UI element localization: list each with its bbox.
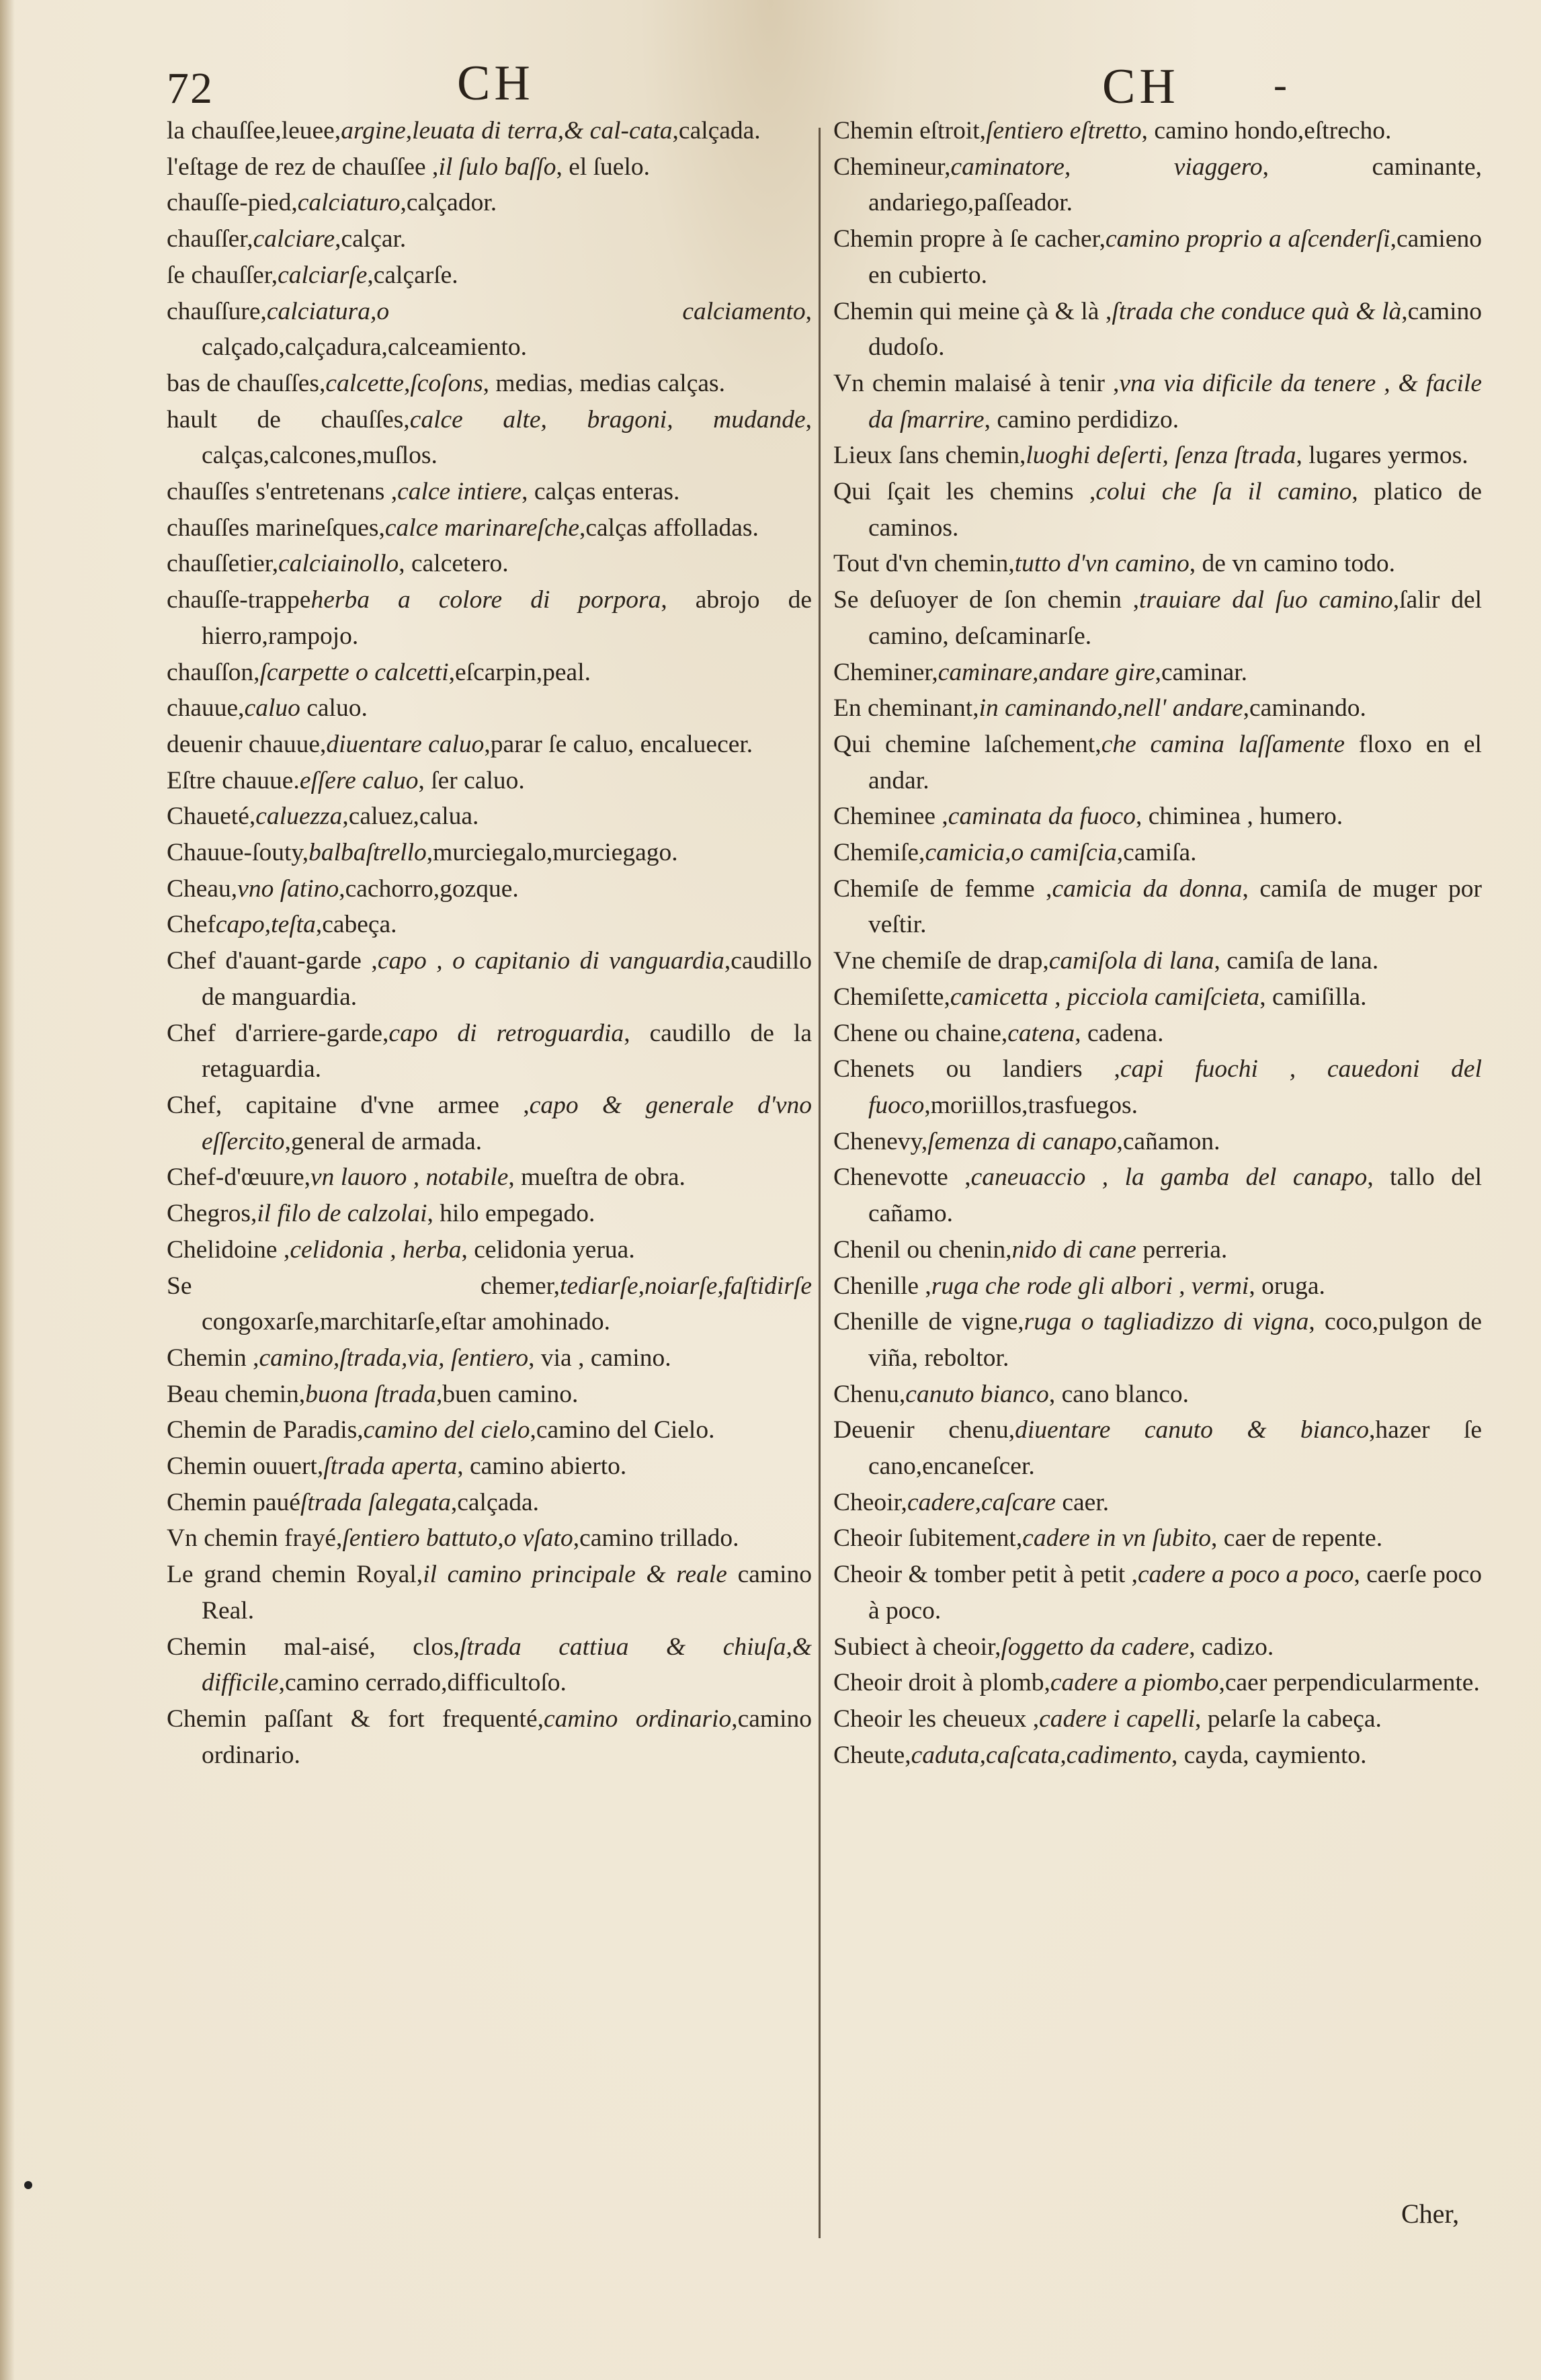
italian-gloss: il ſulo baſſo: [438, 153, 556, 181]
french-headword: Cheute,: [833, 1741, 911, 1769]
spanish-gloss: , cadizo.: [1189, 1633, 1274, 1661]
spanish-gloss: , lugares yermos.: [1296, 442, 1468, 470]
french-headword: Cheoir,: [833, 1488, 907, 1516]
dictionary-entry: [833, 294, 1482, 366]
french-headword: Tout d'vn chemin,: [833, 550, 1015, 578]
spanish-gloss: ,eſcarpin,peal.: [448, 658, 591, 686]
dictionary-entry: [833, 1557, 1482, 1629]
dictionary-entry: [833, 1485, 1482, 1521]
spanish-gloss: ,camino trillado.: [573, 1524, 739, 1553]
spanish-gloss: , camiſa de lana.: [1214, 947, 1379, 975]
catchword: Cher,: [1401, 2199, 1460, 2229]
french-headword: chauſſes marineſques,: [167, 514, 385, 542]
french-headword: bas de chauſſes,: [167, 369, 326, 397]
italian-gloss: diuentare canuto & bianco: [1015, 1416, 1369, 1444]
italian-gloss: balbaſtrello: [308, 839, 427, 867]
spanish-gloss: ,caminando.: [1243, 694, 1366, 723]
italian-gloss: caluo: [244, 694, 300, 723]
spanish-gloss: ,hazer ſe cano,encaneſcer.: [868, 1416, 1483, 1481]
italian-gloss: camino,ſtrada,via, ſentiero: [259, 1344, 529, 1372]
italian-gloss: tutto d'vn camino: [1014, 550, 1190, 578]
french-headword: Chegros,: [167, 1200, 257, 1228]
french-headword: Cheminer,: [833, 658, 938, 686]
dictionary-entry: [167, 366, 812, 402]
french-headword: Chenille de vigne,: [833, 1308, 1024, 1336]
spanish-gloss: ,buen camino.: [436, 1380, 579, 1408]
french-headword: Chemin paſſant & fort frequenté,: [167, 1705, 544, 1733]
spanish-gloss: , camiſa de muger por veſtir.: [868, 874, 1482, 939]
italian-gloss: capi fuochi , cauedoni del fuoco: [868, 1055, 1482, 1119]
spanish-gloss: , pelarſe la cabeça.: [1195, 1705, 1382, 1733]
italian-gloss: cadere a piombo: [1050, 1669, 1219, 1697]
french-headword: Chemiſette,: [833, 983, 950, 1011]
french-headword: Cheoir ſubitement,: [833, 1524, 1023, 1553]
italian-gloss: ſtrada aperta: [323, 1452, 458, 1481]
italian-gloss: cadere,caſcare: [907, 1488, 1056, 1516]
italian-gloss: eſſere caluo: [299, 766, 419, 794]
french-headword: Chef-d'œuure,: [167, 1163, 310, 1192]
italian-gloss: camino proprio a aſcenderſi: [1105, 225, 1390, 253]
italian-gloss: camicia,o camiſcia: [925, 839, 1117, 867]
dictionary-entry: [833, 1232, 1482, 1268]
dictionary-entry: [833, 943, 1482, 979]
spanish-gloss: , camino hondo,eſtrecho.: [1141, 117, 1392, 145]
dictionary-entry: [833, 655, 1482, 691]
dictionary-entry: [167, 1340, 812, 1377]
spanish-gloss: , oruga.: [1249, 1272, 1325, 1300]
spanish-gloss: ,moriillos,trasfuegos.: [924, 1091, 1138, 1119]
spanish-gloss: , via , camino.: [528, 1344, 671, 1372]
spanish-gloss: , de vn camino todo.: [1189, 550, 1395, 578]
italian-gloss: ſemenza di canapo: [927, 1127, 1117, 1155]
spanish-gloss: ,calçador.: [400, 189, 497, 217]
spanish-gloss: camino Real.: [202, 1561, 812, 1625]
italian-gloss: catena: [1007, 1019, 1075, 1047]
french-headword: Chelidoine ,: [167, 1235, 290, 1264]
spanish-gloss: , cadena.: [1075, 1019, 1164, 1047]
dictionary-entry: [167, 763, 812, 799]
french-headword: Chemin ,: [167, 1344, 259, 1372]
spanish-gloss: , calcetero.: [399, 550, 509, 578]
french-headword: Chaueté,: [167, 803, 256, 831]
french-headword: chauſſer,: [167, 225, 253, 253]
spanish-gloss: ,caluez,calua.: [342, 803, 479, 831]
french-headword: Chemin paué: [167, 1488, 300, 1516]
french-headword: Lieux ſans chemin,: [833, 442, 1026, 470]
dictionary-entry: [833, 1701, 1482, 1737]
dictionary-entry: [167, 402, 812, 474]
french-headword: Chef d'arriere-garde,: [167, 1019, 389, 1047]
dictionary-entry: [833, 474, 1482, 546]
french-headword: Qui chemine laſchement,: [833, 730, 1101, 758]
dictionary-entry: [833, 1737, 1482, 1774]
dictionary-entry: [167, 474, 812, 510]
dictionary-entry: [833, 149, 1482, 221]
spanish-gloss: perreria.: [1136, 1235, 1228, 1264]
dictionary-entry: [833, 727, 1482, 798]
french-headword: Chemin eſtroit,: [833, 117, 987, 145]
italian-gloss: caduta,caſcata,cadimento: [911, 1741, 1172, 1769]
spanish-gloss: congoxarſe,marchitarſe,eſtar amohinado.: [202, 1308, 611, 1336]
french-headword: Qui ſçait les chemins ,: [833, 478, 1096, 506]
dictionary-entry: [167, 655, 812, 691]
french-headword: Chene ou chaine,: [833, 1019, 1008, 1047]
dictionary-entry: [833, 979, 1482, 1016]
spanish-gloss: ,parar ſe caluo, encaluecer.: [484, 730, 753, 758]
french-headword: Chef, capitaine d'vne armee ,: [167, 1091, 530, 1119]
spanish-gloss: , caudillo de la retaguardia.: [202, 1019, 812, 1083]
spanish-gloss: ,general de armada.: [284, 1127, 483, 1155]
spanish-gloss: floxo en el andar.: [868, 730, 1482, 794]
dictionary-entry: [833, 1412, 1482, 1484]
italian-gloss: ruga o tagliadizzo di vigna: [1024, 1308, 1309, 1336]
dictionary-entry: [167, 546, 812, 582]
italian-gloss: ſtrada ſalegata: [300, 1488, 451, 1516]
italian-gloss: argine,leuata di terra,& cal-cata: [341, 117, 673, 145]
spanish-gloss: ,caminar.: [1155, 658, 1248, 686]
french-headword: l'eſtage de rez de chauſſee ,: [167, 153, 439, 181]
dictionary-entry: [167, 113, 812, 149]
italian-gloss: calciainollo: [278, 550, 399, 578]
french-headword: Chenille ,: [833, 1272, 931, 1300]
dictionary-entry: [833, 1520, 1482, 1557]
dictionary-entry: [167, 185, 812, 221]
italian-gloss: herba a colore di porpora: [310, 586, 661, 614]
spanish-gloss: , cayda, caymiento.: [1171, 1741, 1367, 1769]
spanish-gloss: , tallo del cañamo.: [868, 1163, 1483, 1228]
dictionary-entry: [167, 149, 812, 186]
dictionary-entry: [833, 1629, 1482, 1666]
dictionary-entry: [167, 1232, 812, 1268]
french-headword: ſe chauſſer,: [167, 261, 278, 289]
running-head-left: CH: [457, 56, 534, 111]
dictionary-entry: [167, 943, 812, 1015]
column-divider: [819, 128, 821, 2238]
dictionary-entry: [167, 907, 812, 943]
italian-gloss: canuto bianco: [905, 1380, 1049, 1408]
spanish-gloss: ,calçarſe.: [367, 261, 458, 289]
french-headword: Le grand chemin Royal,: [167, 1561, 423, 1589]
spanish-gloss: ,calçar.: [335, 225, 407, 253]
french-headword: Chenu,: [833, 1380, 906, 1408]
dictionary-entry: [833, 438, 1482, 474]
italian-gloss: calce alte, bragoni, mudande: [409, 405, 806, 434]
french-headword: Chemin de Paradis,: [167, 1416, 364, 1444]
dictionary-entry: [833, 798, 1482, 835]
italian-gloss: camicia da donna: [1052, 874, 1243, 903]
spanish-gloss: caer.: [1056, 1488, 1110, 1516]
dictionary-entry: [167, 798, 812, 835]
french-headword: Chef: [167, 911, 216, 939]
page-edge-shadow: [0, 0, 15, 2380]
spanish-gloss: ,camieno en cubierto.: [868, 225, 1482, 289]
italian-gloss: caminata da fuoco: [948, 803, 1136, 831]
spanish-gloss: , hilo empegado.: [427, 1200, 595, 1228]
right-column: [833, 113, 1482, 1773]
spanish-gloss: , calças,calcones,muſlos.: [202, 405, 812, 470]
french-headword: Chemin mal-aisé, clos,: [167, 1633, 460, 1661]
italian-gloss: caluezza: [255, 803, 343, 831]
spanish-gloss: ,cañamon.: [1116, 1127, 1220, 1155]
french-headword: Vne chemiſe de drap,: [833, 947, 1049, 975]
italian-gloss: camino del cielo: [363, 1416, 530, 1444]
dictionary-entry: [167, 1159, 812, 1196]
italian-gloss: caminatore, viaggero: [950, 153, 1263, 181]
dictionary-entry: [833, 546, 1482, 582]
spanish-gloss: , coco,pulgon de viña, reboltor.: [868, 1308, 1482, 1372]
dictionary-entry: [833, 1268, 1482, 1305]
italian-gloss: vno ſatino: [237, 874, 339, 903]
running-head-right: CH: [1102, 59, 1179, 114]
dictionary-entry: [167, 1448, 812, 1485]
italian-gloss: caneuaccio , la gamba del canapo: [970, 1163, 1368, 1192]
dictionary-entry: [833, 366, 1482, 438]
french-headword: chauſſe-trappe: [167, 586, 311, 614]
spanish-gloss: , caerſe poco à poco.: [868, 1561, 1482, 1625]
spanish-gloss: , el ſuelo.: [556, 153, 650, 181]
dictionary-entry: [167, 690, 812, 727]
dictionary-entry: [167, 1088, 812, 1159]
french-headword: Chauue-ſouty,: [167, 839, 309, 867]
italian-gloss: diuentare caluo: [326, 730, 485, 758]
dictionary-entry: [833, 1665, 1482, 1701]
spanish-gloss: , caminante, andariego,paſſeador.: [868, 153, 1482, 217]
french-headword: Chemin qui meine çà & là ,: [833, 297, 1112, 325]
dictionary-entry: [833, 1016, 1482, 1052]
dictionary-entry: [833, 690, 1482, 727]
spanish-gloss: ,cachorro,gozque.: [339, 874, 519, 903]
spanish-gloss: ,caer perpendicularmente.: [1218, 1669, 1480, 1697]
french-headword: Cheoir les cheueux ,: [833, 1705, 1040, 1733]
dictionary-entry: [167, 582, 812, 654]
italian-gloss: calcette,ſcoſons: [325, 369, 483, 397]
french-headword: chauſſes s'entretenans ,: [167, 478, 398, 506]
italian-gloss: ſtrada cattiua & chiuſa,& difficile: [202, 1633, 813, 1697]
dictionary-entry: [167, 835, 812, 871]
italian-gloss: capo,teſta: [215, 911, 316, 939]
spanish-gloss: , calçado,calçadura,calceamiento.: [202, 297, 812, 362]
french-headword: Se deſuoyer de ſon chemin ,: [833, 586, 1140, 614]
italian-gloss: camiſola di lana: [1048, 947, 1214, 975]
italian-gloss: calce intiere: [397, 478, 522, 506]
dictionary-entry: [833, 1377, 1482, 1413]
italian-gloss: vna via dificile da tenere , & facile da ſmarrire: [868, 369, 1482, 434]
french-headword: Vn chemin frayé,: [167, 1524, 343, 1553]
spanish-gloss: ,cabeça.: [315, 911, 397, 939]
italian-gloss: colui che ſa il camino: [1095, 478, 1352, 506]
french-headword: Chemiſe,: [833, 839, 925, 867]
french-headword: chauſſe-pied,: [167, 189, 298, 217]
italian-gloss: buona ſtrada: [305, 1380, 436, 1408]
french-headword: Cheau,: [167, 874, 238, 903]
italian-gloss: cadere a poco a poco: [1138, 1561, 1354, 1589]
italian-gloss: nido di cane: [1011, 1235, 1136, 1264]
dictionary-entry: [167, 1377, 812, 1413]
spanish-gloss: ,calças affolladas.: [579, 514, 759, 542]
dictionary-entry: [167, 510, 812, 546]
italian-gloss: tediarſe,noiarſe,faſtidirſe: [560, 1272, 812, 1300]
dictionary-entry: [833, 1124, 1482, 1160]
french-headword: Se chemer,: [167, 1272, 560, 1300]
french-headword: la chauſſee,leuee,: [167, 117, 341, 145]
italian-gloss: caminare,andare gire: [938, 658, 1155, 686]
spanish-gloss: ,camino del Cielo.: [530, 1416, 715, 1444]
spanish-gloss: , abrojo de hierro,rampojo.: [202, 586, 812, 650]
dictionary-entry: [167, 1701, 812, 1773]
italian-gloss: ruga che rode gli albori , vermi: [931, 1272, 1249, 1300]
french-headword: Chemiſe de femme ,: [833, 874, 1052, 903]
italian-gloss: il camino principale & reale: [423, 1561, 727, 1589]
page-number: 72: [167, 64, 214, 113]
italian-gloss: in caminando,nell' andare: [978, 694, 1243, 723]
italian-gloss: ſcarpette o calcetti: [259, 658, 449, 686]
italian-gloss: capo , o capitanio di vanguardia: [377, 947, 724, 975]
italian-gloss: calciarſe: [278, 261, 368, 289]
french-headword: Chef d'auant-garde ,: [167, 947, 378, 975]
italian-gloss: che camina laſſamente: [1101, 730, 1345, 758]
italian-gloss: calciatura,o calciamento: [266, 297, 806, 325]
header-mark: -: [1274, 63, 1287, 107]
dictionary-entry: [167, 294, 812, 366]
italian-gloss: celidonia , herba: [290, 1235, 462, 1264]
spanish-gloss: ,camino cerrado,difficultoſo.: [278, 1669, 567, 1697]
spanish-gloss: , camiſilla.: [1259, 983, 1367, 1011]
dictionary-entry: [833, 835, 1482, 871]
left-column: [167, 113, 812, 1773]
italian-gloss: calciare: [253, 225, 335, 253]
french-headword: deuenir chauue,: [167, 730, 327, 758]
dictionary-entry: [167, 1557, 812, 1629]
dictionary-entry: [167, 727, 812, 763]
spanish-gloss: ,murciegalo,murciegago.: [426, 839, 678, 867]
italian-gloss: capo di retroguardia: [388, 1019, 624, 1047]
dictionary-entry: [167, 1268, 812, 1340]
spanish-gloss: ,camino dudoſo.: [868, 297, 1482, 362]
dictionary-entry: [167, 871, 812, 907]
italian-gloss: cadere in vn ſubito: [1022, 1524, 1212, 1553]
spanish-gloss: , platico de caminos.: [868, 478, 1483, 542]
spanish-gloss: , calças enteras.: [522, 478, 680, 506]
dictionary-entry: [167, 1485, 812, 1521]
french-headword: En cheminant,: [833, 694, 979, 723]
italian-gloss: ſentiero battuto,o vſato: [342, 1524, 573, 1553]
french-headword: chauſſure,: [167, 297, 267, 325]
french-headword: chauue,: [167, 694, 245, 723]
spanish-gloss: caluo.: [300, 694, 368, 723]
french-headword: chauſſetier,: [167, 550, 279, 578]
french-headword: Chemin propre à ſe cacher,: [833, 225, 1106, 253]
french-headword: Chenil ou chenin,: [833, 1235, 1012, 1264]
italian-gloss: calce marinareſche: [384, 514, 580, 542]
dictionary-entry: [167, 1196, 812, 1232]
ink-spot: [24, 2181, 32, 2189]
french-headword: chauſſon,: [167, 658, 260, 686]
spanish-gloss: , ſer caluo.: [418, 766, 525, 794]
french-headword: Chemin ouuert,: [167, 1452, 324, 1481]
dictionary-entry: [167, 221, 812, 257]
dictionary-entry: [833, 221, 1482, 293]
dictionary-entry: [833, 113, 1482, 149]
french-headword: Vn chemin malaisé à tenir ,: [833, 369, 1120, 397]
spanish-gloss: ,caudillo de manguardia.: [202, 947, 812, 1011]
italian-gloss: ſentiero eſtretto: [986, 117, 1142, 145]
spanish-gloss: , celidonia yerua.: [461, 1235, 635, 1264]
dictionary-entry: [167, 1016, 812, 1088]
french-headword: Eſtre chauue.: [167, 766, 300, 794]
french-headword: hault de chauſſes,: [167, 405, 410, 434]
spanish-gloss: ,camino ordinario.: [202, 1705, 812, 1769]
french-headword: Chenevotte ,: [833, 1163, 971, 1192]
french-headword: Deuenir chenu,: [833, 1416, 1015, 1444]
spanish-gloss: , mueſtra de obra.: [508, 1163, 685, 1192]
spanish-gloss: , cano blanco.: [1048, 1380, 1190, 1408]
spanish-gloss: , camino perdidizo.: [984, 405, 1179, 434]
italian-gloss: luoghi deſerti, ſenza ſtrada: [1026, 442, 1296, 470]
dictionary-entry: [167, 1412, 812, 1448]
dictionary-entry: [167, 1629, 812, 1701]
spanish-gloss: , camino abierto.: [457, 1452, 627, 1481]
italian-gloss: ſtrada che conduce quà & là: [1112, 297, 1402, 325]
dictionary-entry: [833, 1159, 1482, 1231]
french-headword: Chenevy,: [833, 1127, 928, 1155]
italian-gloss: cadere i capelli: [1039, 1705, 1196, 1733]
italian-gloss: calciaturo: [297, 189, 401, 217]
italian-gloss: camino ordinario: [543, 1705, 732, 1733]
spanish-gloss: ,calçada.: [450, 1488, 540, 1516]
spanish-gloss: ,ſalir del camino, deſcaminarſe.: [868, 586, 1483, 650]
italian-gloss: camicetta , picciola camiſcieta: [950, 983, 1260, 1011]
spanish-gloss: ,camiſa.: [1116, 839, 1197, 867]
french-headword: Cheoir & tomber petit à petit ,: [833, 1561, 1138, 1589]
dictionary-entry: [167, 1520, 812, 1557]
spanish-gloss: , medias, medias calças.: [483, 369, 725, 397]
dictionary-entry: [833, 871, 1482, 943]
spanish-gloss: ,calçada.: [672, 117, 761, 145]
dictionary-entry: [833, 1051, 1482, 1123]
italian-gloss: vn lauoro , notabile: [310, 1163, 509, 1192]
dictionary-entry: [833, 582, 1482, 654]
italian-gloss: capo & generale d'vno eſſercito: [202, 1091, 812, 1155]
french-headword: Subiect à cheoir,: [833, 1633, 1001, 1661]
french-headword: Beau chemin,: [167, 1380, 306, 1408]
french-headword: Cheoir droit à plomb,: [833, 1669, 1050, 1697]
french-headword: Cheminee ,: [833, 803, 948, 831]
dictionary-entry: [833, 1304, 1482, 1376]
dictionary-entry: [167, 257, 812, 294]
spanish-gloss: , chiminea , humero.: [1135, 803, 1343, 831]
italian-gloss: trauiare dal ſuo camino: [1139, 586, 1393, 614]
italian-gloss: ſoggetto da cadere: [1001, 1633, 1190, 1661]
italian-gloss: il filo de calzolai: [257, 1200, 427, 1228]
french-headword: Chemineur,: [833, 153, 951, 181]
french-headword: Chenets ou landiers ,: [833, 1055, 1120, 1083]
spanish-gloss: , caer de repente.: [1211, 1524, 1383, 1553]
